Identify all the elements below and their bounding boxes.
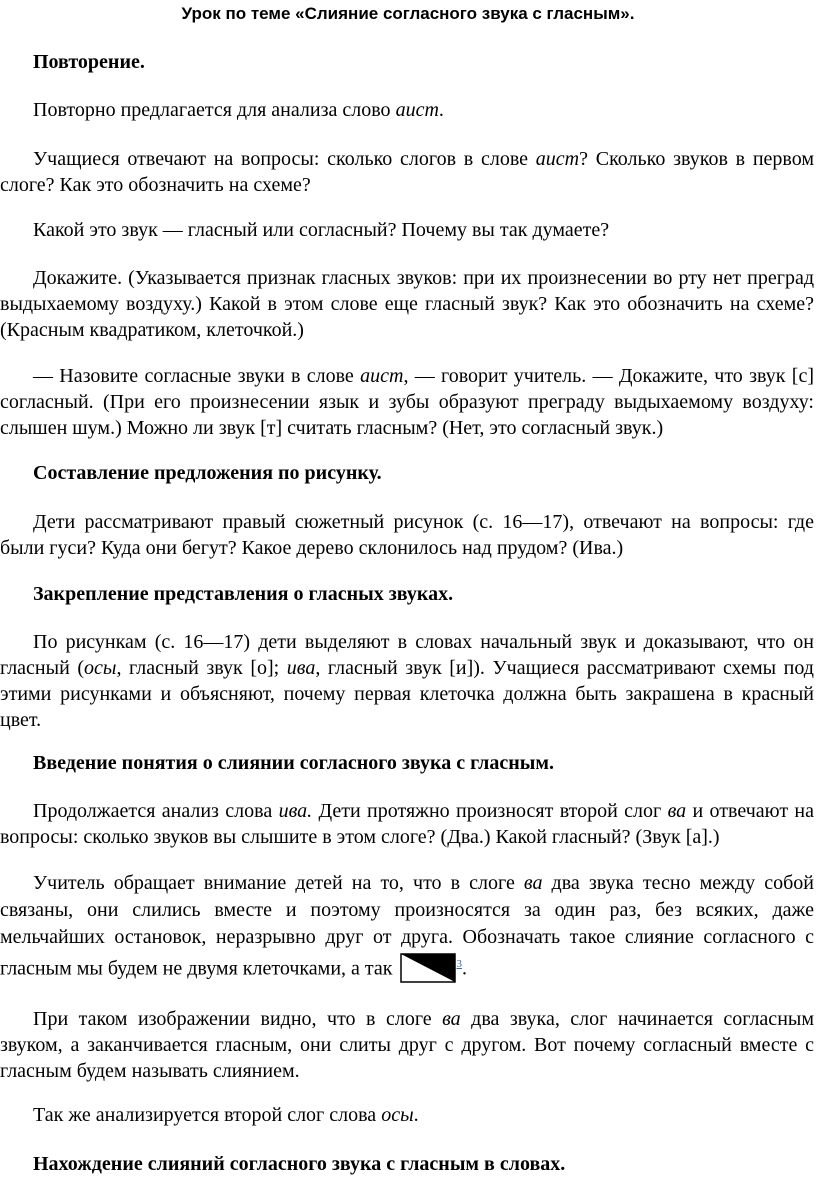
text: и отвечают на вопросы: сколько звуков вы слышите в этом слоге? (Два.) Какой гласный? (Звук [а].): [0, 800, 814, 848]
merge-scheme-icon: [400, 953, 456, 983]
italic-word: ва: [523, 872, 543, 894]
italic-word: аист: [535, 148, 580, 170]
text: Учитель обращает внимание детей на то, что в слоге: [33, 872, 524, 894]
italic-word: ива: [286, 657, 316, 679]
paragraph-8: [0, 798, 816, 850]
italic-word: аист: [360, 365, 404, 387]
heading-vowels: Закрепление представления о гласных звуках.: [33, 583, 454, 605]
paragraph-2: [0, 146, 816, 198]
text: два звука, слог начинается согласным звуком, а заканчивается гласным, они слиты друг с другом. Вот почему согласный вместе с гласным будем называть слиянием.: [0, 1008, 814, 1082]
italic-word: осы: [381, 1104, 414, 1126]
paragraph-11: [0, 1102, 816, 1128]
text: Продолжается анализ слова: [33, 800, 279, 822]
paragraph-9: [0, 870, 816, 983]
italic-word: ва: [667, 800, 687, 822]
text: Повторно предлагается для анализа слово: [33, 99, 396, 121]
text: .: [438, 99, 444, 121]
text: По рисункам (с. 16—17) дети выделяют в словах начальный звук и доказывают, что он гласный (: [0, 631, 814, 679]
heading-merge: Введение понятия о слиянии согласного звука с гласным.: [33, 752, 555, 774]
footnote-link[interactable]: 3: [456, 958, 462, 970]
text: .: [461, 957, 467, 980]
italic-word: ва: [442, 1008, 461, 1030]
heading-repetition: Повторение.: [33, 51, 145, 73]
heading-find-merges: Нахождение слияний согласного звука с гласным в словах.: [33, 1153, 566, 1175]
paragraph-3: Какой это звук — гласный или согласный? Почему вы так думаете?: [33, 219, 610, 241]
text: два звука тесно между собой связаны, они слились вместе и поэтому произносятся за один раз, без всяких, даже мельчайших остановок, неразрывно друг от друга. Обозначать такое слияние согласного с гласным мы будем не двумя клеточками, а так: [0, 872, 815, 980]
text: При таком изображении видно, что в слоге: [33, 1008, 443, 1030]
paragraph-5: [0, 363, 816, 441]
text: , — говорит учитель. — Докажите, что звук [с] согласный. (При его произнесении язык и зубы образуют преграду выдыхаемому воздуху: слышен шум.) Можно ли звук [т] считать гласным? (Нет, это согласный звук.): [0, 365, 814, 439]
paragraph-1: [0, 97, 816, 123]
text: , гласный звук [и]). Учащиеся рассматривают схемы под этими рисунками и объясняют, почему первая клеточка должна быть закрашена в красный цвет.: [0, 657, 814, 731]
text: ? Сколько звуков в первом слоге? Как это обозначить на схеме?: [0, 148, 814, 196]
text: .: [413, 1104, 419, 1126]
paragraph-6: Дети рассматривают правый сюжетный рисунок (с. 16—17), отвечают на вопросы: где были гуси? Куда они бегут? Какое дерево склонилось над прудом? (Ива.): [0, 511, 814, 559]
text: , гласный звук [о];: [116, 657, 287, 679]
paragraph-7: [0, 629, 816, 733]
text: Дети протяжно произносят второй слог: [312, 800, 668, 822]
paragraph-10: [0, 1006, 816, 1084]
text: Так же анализируется второй слог слова: [33, 1104, 382, 1126]
paragraph-4: Докажите. (Указывается признак гласных звуков: при их произнесении во рту нет преград выдыхаемому воздуху.) Какой в этом слове еще гласный звук? Как это обозначить на схеме? (Красным квадратиком, клеточкой.): [0, 267, 814, 341]
page-title: Урок по теме «Слияние согласного звука с гласным».: [181, 4, 635, 23]
italic-word: аист: [395, 99, 439, 121]
heading-sentence: Составление предложения по рисунку.: [33, 462, 382, 484]
italic-word: ива.: [278, 800, 313, 822]
text: Учащиеся отвечают на вопросы: сколько слогов в слове: [33, 148, 536, 170]
text: — Назовите согласные звуки в слове: [33, 365, 361, 387]
italic-word: осы: [84, 657, 117, 679]
